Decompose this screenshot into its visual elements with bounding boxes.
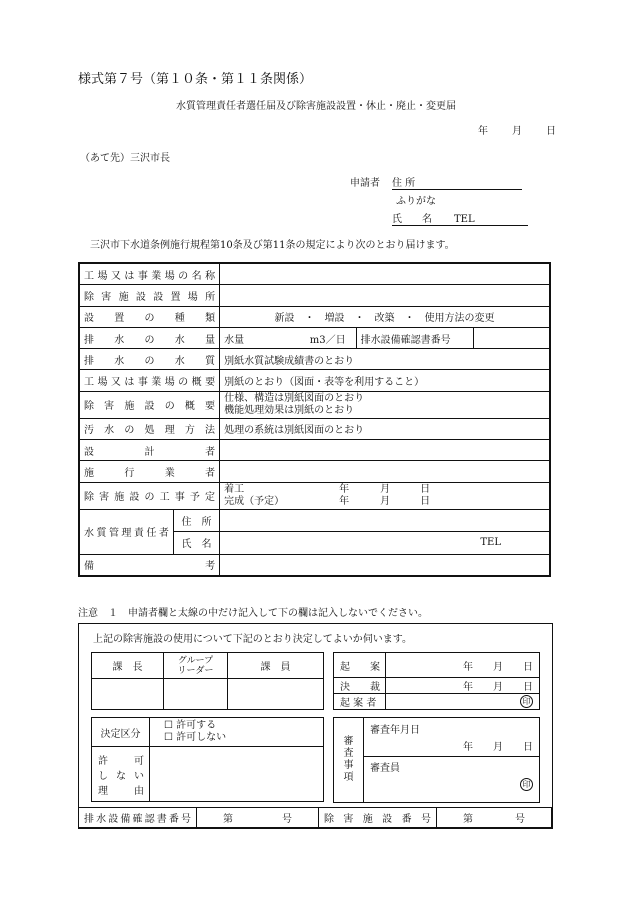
manager-tel-label: TEL [480, 537, 501, 549]
manager-name-label: 氏 名 [173, 532, 219, 555]
checkbox-icon[interactable]: ☐ [164, 720, 173, 731]
kessai-label: 決 裁 [334, 678, 386, 694]
row-label-factory-name: 工 場 又 は 事 業 場 の 名 称 [84, 270, 216, 282]
row-label-install-type: 設 置 の 種 類 [84, 313, 216, 325]
office-intro: 上記の除害施設の使用について下記のとおり決定してよいか伺います。 [93, 634, 412, 645]
construction-schedule-field[interactable] [220, 482, 550, 509]
kachou-stamp-field[interactable] [92, 679, 164, 710]
table-row [79, 391, 550, 418]
header-group-leader: グループ リーダー [164, 653, 228, 679]
date-line: 年 月 日 [478, 126, 556, 137]
drainage-no-label: 排 水 設 備 確 認 書 番 号 [84, 814, 191, 825]
factory-overview-value: 別紙のとおり（図面・表等を利用すること） [220, 370, 550, 391]
complete-label: 完成（予定） [224, 495, 285, 507]
table-row [79, 461, 550, 482]
form-number: 様式第７号（第１０条・第１１条関係） [78, 72, 313, 87]
permit-label: 許可する [176, 720, 217, 731]
row-label-remarks: 備 考 [84, 561, 216, 573]
review-date-field[interactable]: 審査年月日 年 月 日 [364, 718, 540, 757]
header-kain: 課 員 [228, 653, 324, 679]
reviewer-label: 審査員 [370, 763, 400, 775]
deny-reason-field[interactable] [150, 747, 324, 802]
table-row [79, 440, 550, 461]
row-label-factory-overview: 工 場 又 は 事 業 場 の 概 要 [84, 377, 216, 389]
table-row [79, 509, 550, 532]
start-month: 月 [380, 483, 391, 495]
row-label-discharge-volume: 排 水 の 水 量 [84, 334, 216, 346]
checkbox-icon[interactable]: ☐ [164, 732, 173, 743]
complete-day: 日 [420, 495, 431, 507]
facility-function-text: 機能処理効果は別紙のとおり [224, 404, 355, 416]
table-row [79, 554, 550, 576]
drainage-cert-label: 排水設備確認書番号 [356, 327, 473, 348]
install-location-field[interactable] [220, 285, 550, 306]
manager-name-field[interactable] [220, 532, 550, 555]
header-kachou: 課 長 [92, 653, 164, 679]
factory-name-field[interactable] [220, 263, 550, 285]
table-row [79, 349, 550, 370]
row-label-water-quality: 排 水 の 水 質 [84, 355, 216, 367]
seal-icon: 印 [520, 778, 533, 791]
table-row [79, 327, 550, 348]
table-row [79, 263, 550, 285]
complete-month: 月 [380, 495, 391, 507]
office-use-section [78, 623, 553, 829]
deny-label: 許可しない [176, 732, 227, 743]
designer-field[interactable] [220, 440, 550, 461]
permit-option[interactable] [164, 720, 323, 732]
kain-stamp-field[interactable] [228, 679, 324, 710]
install-type-options[interactable]: 新設 ・ 増設 ・ 改築 ・ 使用方法の変更 [220, 306, 550, 327]
facility-no-label: 除 害 施 設 番 号 [324, 814, 431, 825]
applicant-label: 申請者 [350, 178, 380, 189]
deny-option[interactable] [164, 732, 323, 744]
review-table [333, 717, 540, 803]
seal-icon: 印 [520, 695, 533, 708]
facility-no-field[interactable]: 第 号 [437, 808, 552, 828]
row-label-facility-overview: 除 害 施 設 の 概 要 [84, 401, 216, 413]
water-quality-value: 別紙水質試験成績書のとおり [220, 349, 550, 370]
group-leader-stamp-field[interactable] [164, 679, 228, 710]
contractor-field[interactable] [220, 461, 550, 482]
statement: 三沢市下水道条例施行規程第10条及び第11条の規定により次のとおり届けます。 [90, 240, 455, 251]
application-table [78, 262, 551, 577]
kian-label: 起 案 [334, 653, 386, 678]
start-year: 年 [339, 483, 350, 495]
applicant-address-field[interactable]: 住 所 [392, 174, 522, 190]
table-row [79, 370, 550, 391]
addressee: （あて先）三沢市長 [80, 153, 170, 164]
note: 注意 １ 申請者欄と太線の中だけ記入して下の欄は記入しないでください。 [78, 608, 428, 619]
kiansha-label: 起 案 者 [334, 694, 386, 710]
row-label-quality-manager: 水 質 管 理 責 任 者 [84, 528, 169, 540]
manager-address-label: 住 所 [173, 509, 219, 532]
remarks-field[interactable] [220, 554, 550, 576]
row-label-contractor: 施 行 業 者 [84, 468, 216, 480]
kiansha-field[interactable] [386, 694, 540, 710]
table-row [79, 285, 550, 306]
volume-unit: m3／日 [309, 334, 346, 346]
approval-table [91, 652, 324, 710]
review-label: 審 査 事 項 [334, 718, 364, 803]
table-row [79, 482, 550, 509]
decision-options [150, 718, 324, 747]
row-label-install-location: 除 害 施 設 設 置 場 所 [84, 291, 216, 303]
facility-spec-text: 仕様、構造は別紙図面のとおり [224, 392, 365, 404]
applicant-name-field[interactable]: 氏 名 TEL [392, 210, 528, 226]
facility-overview-value [220, 391, 550, 418]
discharge-volume-field[interactable] [220, 327, 357, 348]
drainage-cert-field[interactable] [474, 327, 550, 348]
manager-address-field[interactable] [220, 509, 550, 532]
table-row [79, 306, 550, 327]
number-row [78, 807, 552, 828]
complete-year: 年 [339, 495, 350, 507]
draft-table [333, 652, 540, 710]
decision-label: 決定区分 [92, 718, 150, 747]
decision-table: 決定区分 ☐ 許可する ☐ 許可しない 許 可 し な い 理 由 [91, 717, 324, 802]
table-row [79, 418, 550, 439]
drainage-no-field[interactable]: 第 号 [197, 808, 319, 828]
review-date-label: 審査年月日 [370, 725, 420, 736]
furigana-label: ふりがな [396, 196, 436, 207]
row-label-designer: 設 計 者 [84, 446, 216, 458]
kian-date-field[interactable]: 年 月 日 [386, 653, 540, 678]
start-day: 日 [420, 483, 431, 495]
reviewer-field[interactable] [364, 757, 540, 803]
row-label-construction-schedule: 除 害 施 設 の 工 事 予 定 [84, 492, 215, 504]
kessai-date-field[interactable]: 年 月 日 [386, 678, 540, 694]
row-label-treatment-method: 汚 水 の 処 理 方 法 [84, 425, 216, 437]
treatment-method-value: 処理の系統は別紙図面のとおり [220, 418, 550, 439]
form-title: 水質管理責任者選任届及び除害施設設置・休止・廃止・変更届 [176, 101, 456, 112]
volume-label: 水量 [224, 334, 245, 346]
start-label: 着工 [224, 483, 245, 495]
deny-reason-label: 許 可 [98, 755, 144, 767]
